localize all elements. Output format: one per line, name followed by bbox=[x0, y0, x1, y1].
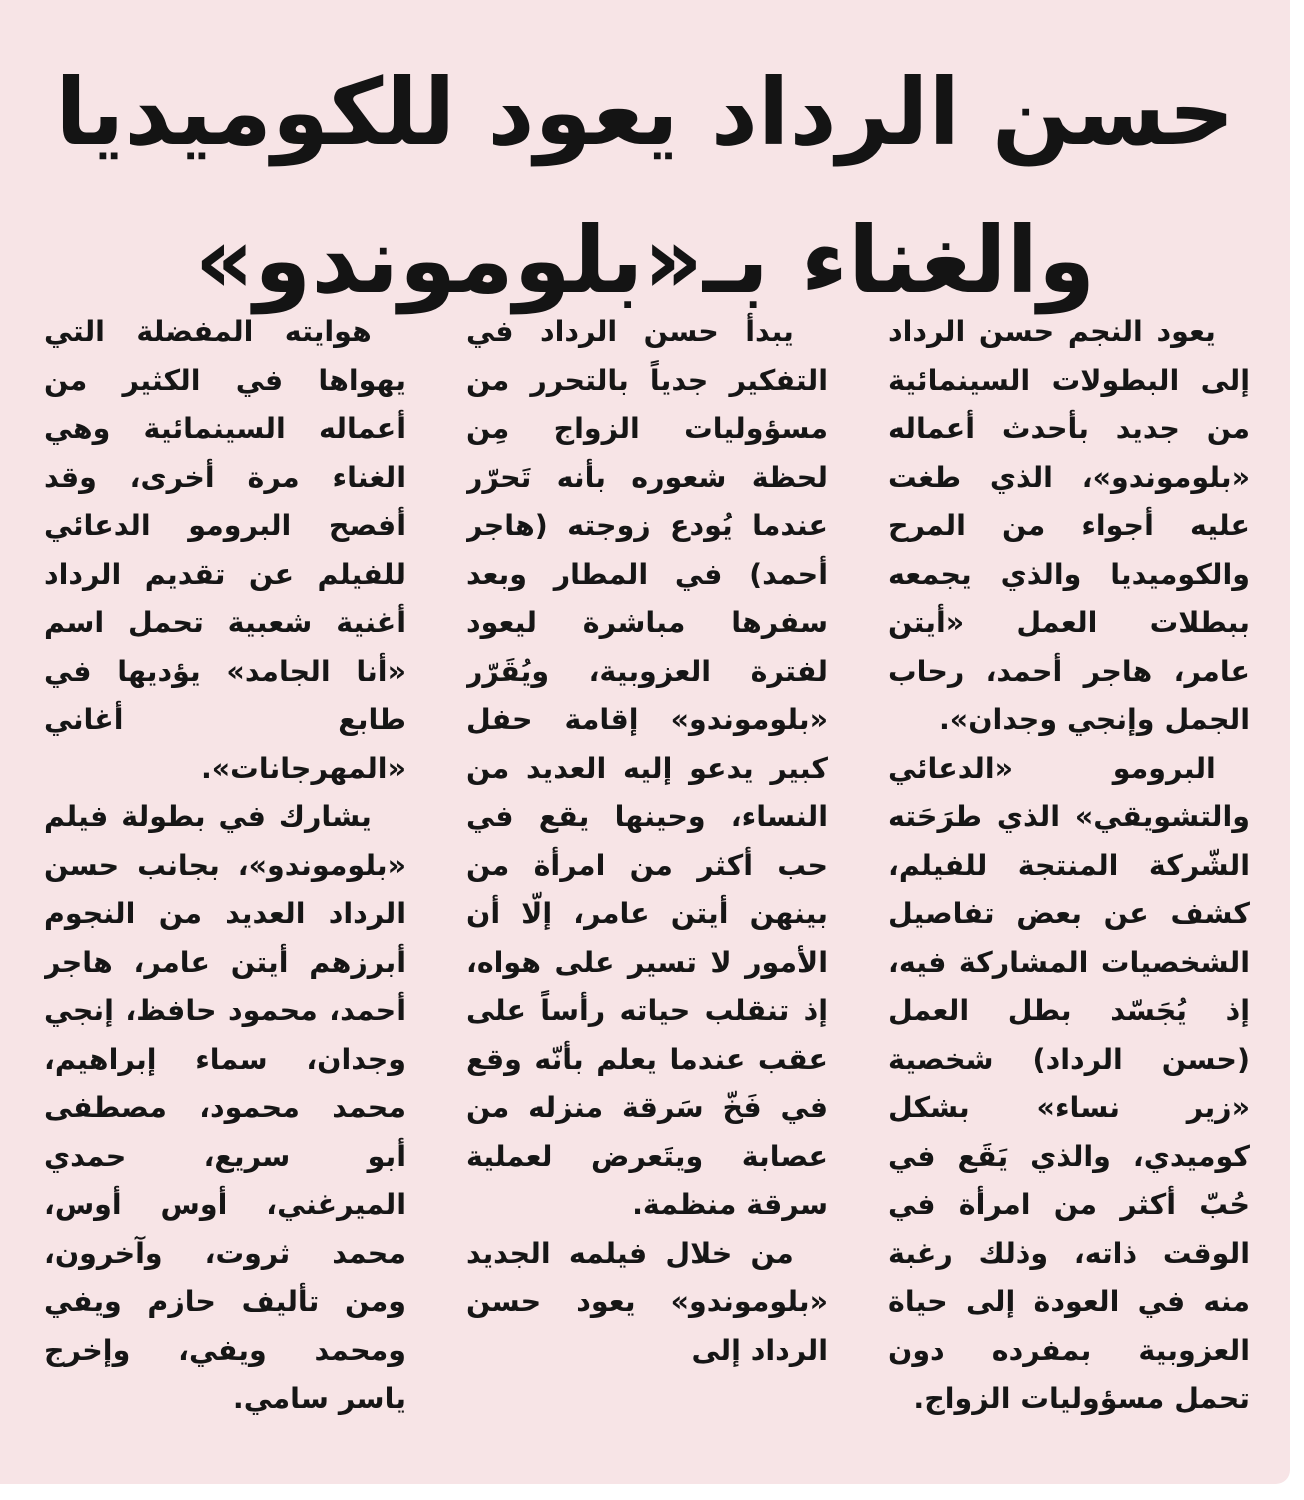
column-2 bbox=[466, 308, 828, 1458]
paragraph: يبدأ حسن الرداد في التفكير جدياً بالتحرر من مسؤوليات الزواج مِن لحظة شعوره بأنه تَحرّر عندما يُودع زوجته (هاجر أحمد) في المطار وبعد سفرها مباشرة ليعود لفترة العزوبية، ويُقَرّر «بلوموندو» إقامة حفل كبير يدعو إليه العديد من النساء، وحينها يقع في حب أكثر من امرأة من بينهن أيتن عامر، إلّا أن الأمور لا تسير على هواه، إذ تنقلب حياته رأساً على عقب عندما يعلم بأنّه وقع في فَخّ سَرقة منزله من عصابة ويتَعرض لعملية سرقة منظمة. bbox=[466, 315, 828, 1221]
paragraph: هوايته المفضلة التي يهواها في الكثير من أعماله السينمائية وهي الغناء مرة أخرى، وقد أفصح البرومو الدعائي للفيلم عن تقديم الرداد أغنية شعبية تحمل اسم «أنا الجامد» يؤديها في طابع أغاني «المهرجانات». bbox=[44, 315, 406, 785]
paragraph: يشارك في بطولة فيلم «بلوموندو»، بجانب حسن الرداد العديد من النجوم أبرزهم أيتن عامر، هاجر أحمد، محمود حافظ، إنجي وجدان، سماء إبراهيم، محمد محمود، مصطفى أبو سريع، حمدي الميرغني، أوس أوس، محمد ثروت، وآخرون، ومن تأليف حازم ويفي ومحمد ويفي، وإخرج ياسر سامي. bbox=[44, 800, 406, 1415]
paragraph: البرومو «الدعائي والتشويقي» الذي طرَحَته الشّركة المنتجة للفيلم، كشف عن بعض تفاصيل الشخصيات المشاركة فيه، إذ يُجَسّد بطل العمل (حسن الرداد) شخصية «زير نساء» بشكل كوميدي، والذي يَقَع في حُبّ أكثر من امرأة في الوقت ذاته، وذلك رغبة منه في العودة إلى حياة العزوبية بمفرده دون تحمل مسؤوليات الزواج. bbox=[888, 751, 1250, 1415]
column-3 bbox=[44, 308, 406, 1458]
article-headline bbox=[40, 39, 1250, 335]
paragraph: يعود النجم حسن الرداد إلى البطولات السينمائية من جديد بأحدث أعماله «بلوموندو»، الذي طغت عليه أجواء من المرح والكوميديا والذي يجمعه ببطلات العمل «أيتن عامر، هاجر أحمد، رحاب الجمل وإنجي وجدان». bbox=[888, 315, 1250, 736]
headline-line-1: حسن الرداد يعود للكوميديا bbox=[55, 59, 1235, 167]
column-1 bbox=[888, 308, 1250, 1458]
paragraph: من خلال فيلمه الجديد «بلوموندو» يعود حسن الرداد إلى bbox=[466, 1236, 828, 1367]
headline-line-2: والغناء بـ«بلوموندو» bbox=[194, 207, 1096, 315]
article-body bbox=[44, 308, 1250, 1458]
